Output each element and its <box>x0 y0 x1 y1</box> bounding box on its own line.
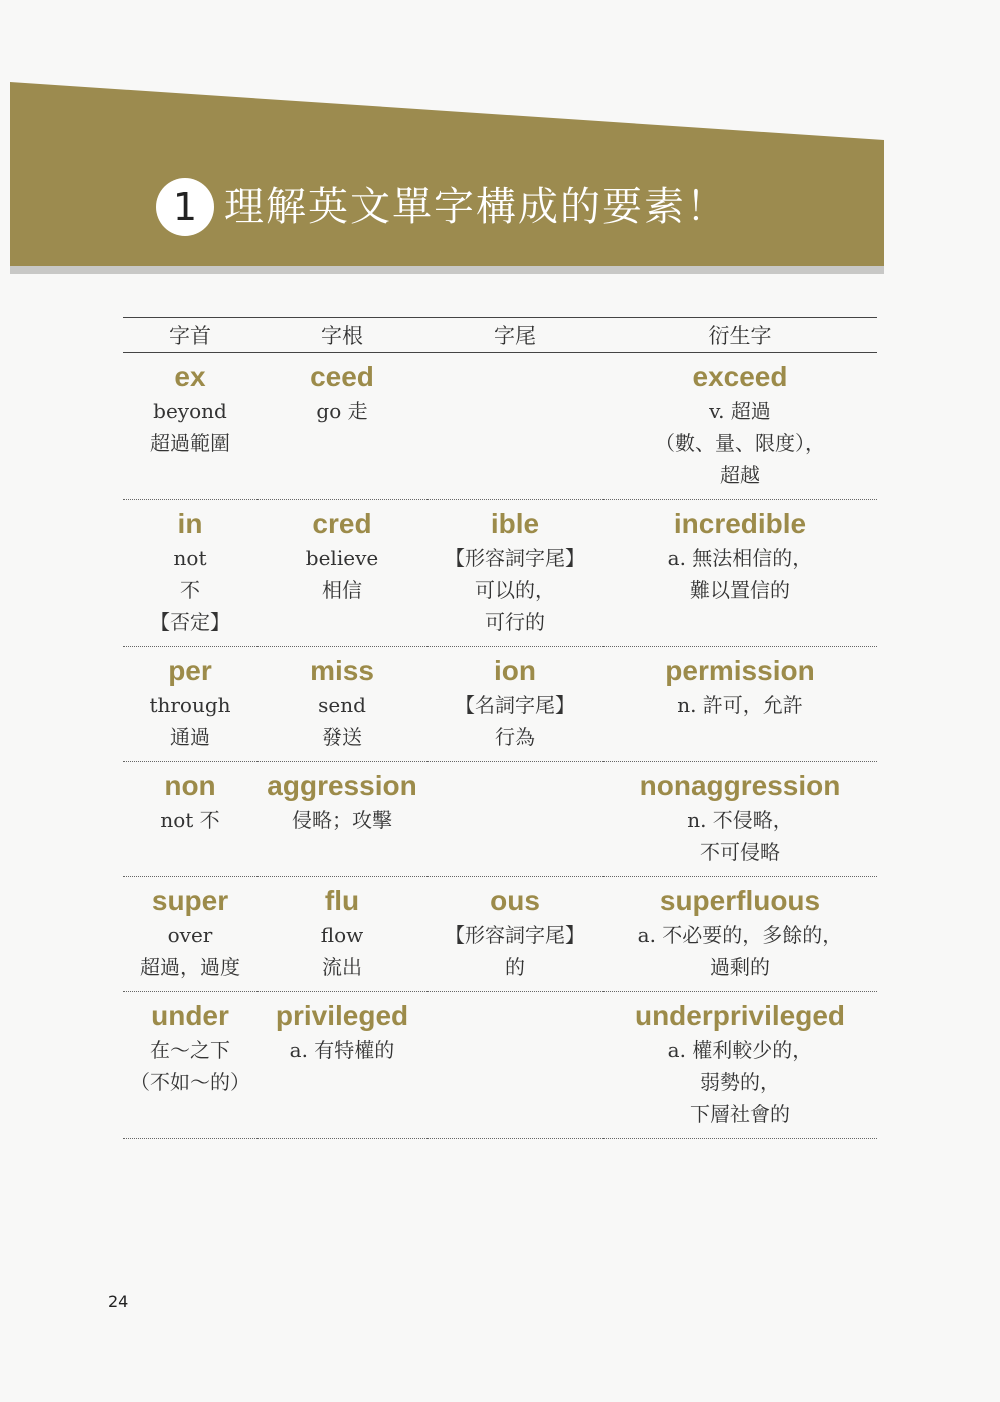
derived-meaning: v. 超過 （數、量、限度）， 超越 <box>655 399 825 487</box>
root-cell <box>257 647 427 762</box>
suffix-word: ion <box>494 655 536 686</box>
header-derived-word: 衍生字 <box>603 318 877 353</box>
suffix-word: ible <box>490 508 540 539</box>
prefix-cell <box>123 500 257 647</box>
table-row <box>123 353 877 500</box>
root-meaning: send 發送 <box>318 693 366 749</box>
derived-meaning: a. 權利較少的， 弱勢的， 下層社會的 <box>667 1038 813 1126</box>
derived-word: superfluous <box>659 885 821 916</box>
table-row <box>123 877 877 992</box>
table-row <box>123 992 877 1139</box>
root-word: privileged <box>275 1000 409 1031</box>
derived-cell <box>603 647 877 762</box>
prefix-word: under <box>151 1000 229 1031</box>
title-banner <box>0 80 900 280</box>
derived-meaning: n. 不侵略， 不可侵略 <box>687 808 793 864</box>
header-row <box>123 318 877 353</box>
suffix-cell <box>427 762 603 877</box>
suffix-cell <box>427 877 603 992</box>
table-header <box>123 318 877 353</box>
table-row <box>123 647 877 762</box>
word-parts-table <box>123 317 877 1139</box>
prefix-cell <box>123 647 257 762</box>
header-prefix: 字首 <box>123 318 257 353</box>
root-meaning: go 走 <box>316 399 368 423</box>
prefix-meaning: beyond 超過範圍 <box>150 399 230 455</box>
prefix-word: in <box>177 508 203 539</box>
suffix-meaning: 【名詞字尾】 行為 <box>455 693 575 749</box>
root-word: aggression <box>267 770 417 801</box>
derived-cell <box>603 877 877 992</box>
prefix-meaning: 在～之下 （不如～的） <box>130 1038 250 1094</box>
prefix-meaning: over 超過，過度 <box>140 923 240 979</box>
root-cell <box>257 877 427 992</box>
page-number: 24 <box>108 1292 129 1311</box>
root-cell <box>257 762 427 877</box>
derived-meaning: a. 不必要的，多餘的， 過剩的 <box>637 923 843 979</box>
table-row <box>123 762 877 877</box>
derived-word: exceed <box>692 361 788 392</box>
prefix-cell <box>123 992 257 1139</box>
banner-band <box>10 82 884 266</box>
derived-cell <box>603 500 877 647</box>
word-parts-table-container <box>123 317 877 1139</box>
header-root: 字根 <box>257 318 427 353</box>
derived-cell <box>603 353 877 500</box>
derived-word: underprivileged <box>634 1000 846 1031</box>
table-body <box>123 353 877 1139</box>
derived-word: nonaggression <box>639 770 841 801</box>
prefix-meaning: not 不 【否定】 <box>150 546 230 634</box>
root-word: ceed <box>310 361 374 392</box>
suffix-cell <box>427 992 603 1139</box>
derived-word: permission <box>665 655 815 686</box>
root-word: cred <box>312 508 372 539</box>
suffix-cell <box>427 500 603 647</box>
derived-word: incredible <box>673 508 807 539</box>
prefix-meaning: not 不 <box>160 808 220 832</box>
root-cell <box>257 992 427 1139</box>
suffix-cell <box>427 647 603 762</box>
derived-cell <box>603 992 877 1139</box>
root-cell <box>257 353 427 500</box>
suffix-word: ous <box>490 885 540 916</box>
section-title: 理解英文單字構成的要素！ <box>224 184 728 230</box>
root-word: miss <box>310 655 374 686</box>
prefix-cell <box>123 877 257 992</box>
suffix-cell <box>427 353 603 500</box>
header-suffix: 字尾 <box>427 318 603 353</box>
derived-meaning: n. 許可，允許 <box>677 693 803 717</box>
prefix-word: ex <box>174 361 206 392</box>
derived-meaning: a. 無法相信的， 難以置信的 <box>667 546 813 602</box>
prefix-word: super <box>151 885 229 916</box>
prefix-cell <box>123 353 257 500</box>
prefix-word: per <box>168 655 212 686</box>
prefix-cell <box>123 762 257 877</box>
suffix-meaning: 【形容詞字尾】 的 <box>445 923 585 979</box>
derived-cell <box>603 762 877 877</box>
root-meaning: flow 流出 <box>320 923 364 979</box>
prefix-meaning: through 通過 <box>149 693 231 749</box>
root-meaning: 侵略；攻擊 <box>292 808 392 832</box>
root-meaning: a. 有特權的 <box>289 1038 395 1062</box>
root-word: flu <box>324 885 360 916</box>
root-meaning: believe 相信 <box>305 546 379 602</box>
root-cell <box>257 500 427 647</box>
section-number-badge: 1 <box>156 178 214 236</box>
suffix-meaning: 【形容詞字尾】 可以的， 可行的 <box>445 546 585 634</box>
table-row <box>123 500 877 647</box>
prefix-word: non <box>164 770 216 801</box>
